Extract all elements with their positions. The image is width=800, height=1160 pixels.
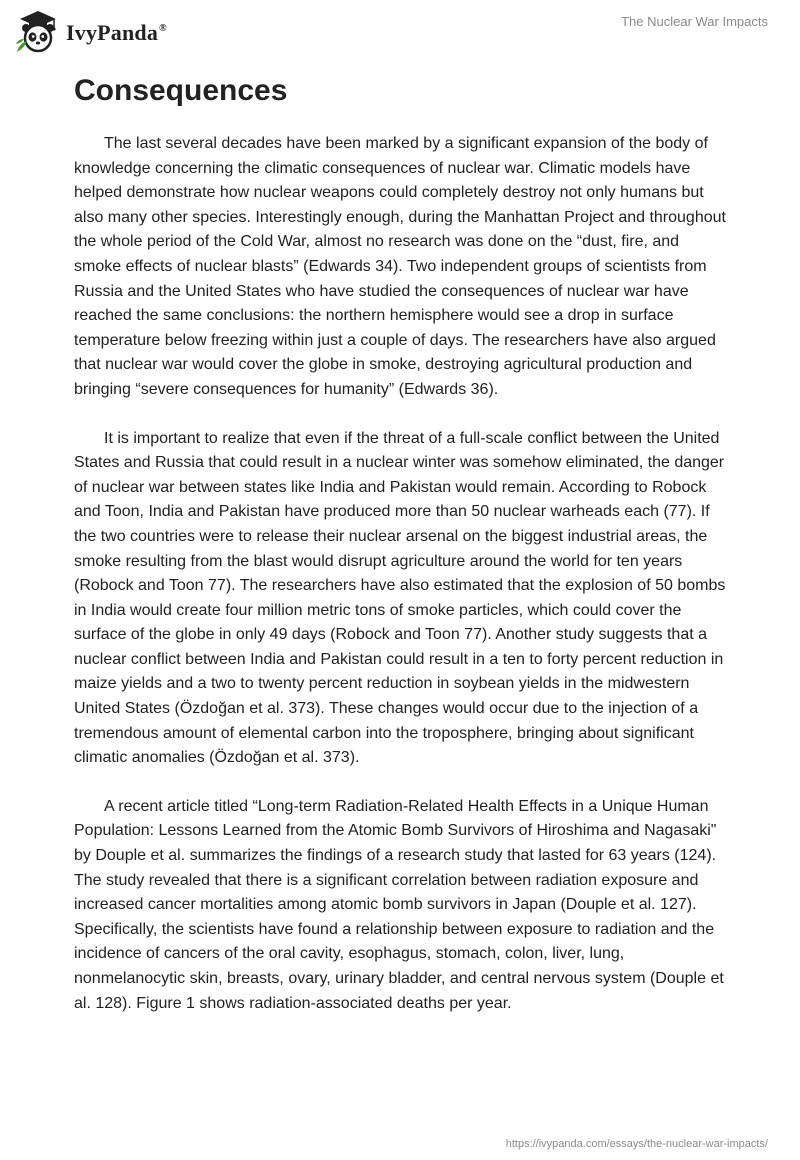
paragraph: The last several decades have been marked by a significant expansion of the body of knowledge concerning the climatic consequences of nuclear war. Climatic models have helped demonstrate how nuclear weapons could completely destroy not only humans but also many other species. Interestingly enough, during the Manhattan Project and throughout the whole period of the Cold War, almost no research was done on the “dust, fire, and smoke effects of nuclear blasts” (Edwards 34). Two independent groups of scientists from Russia and the United States who have studied the consequences of nuclear war have reached the same conclusions: the northern hemisphere would see a drop in surface temperature below freezing within just a couple of days. The researchers have also argued that nuclear war would cover the globe in smoke, destroying agricultural production and bringing “severe consequences for humanity” (Edwards 36). (74, 135, 726, 398)
brand-logo[interactable] (14, 8, 167, 54)
paragraph: A recent article titled “Long-term Radiation-Related Health Effects in a Unique Human Population: Lessons Learned from the Atomic Bomb Survivors of Hiroshima and Nagasaki" by Douple et al. summarizes the findings of a research study that lasted for 63 years (124). The study revealed that there is a significant correlation between radiation exposure and increased cancer mortalities among atomic bomb survivors in Japan (Douple et al. 127). Specifically, the scientists have found a relationship between exposure to radiation and the incidence of cancers of the oral cavity, esophagus, stomach, colon, liver, lung, nonmelanocytic skin, breasts, ovary, urinary bladder, and central nervous system (Douple et al. 128). Figure 1 shows radiation-associated deaths per year. (74, 797, 724, 1012)
paragraph: It is important to realize that even if the threat of a full-scale conflict between the United States and Russia that could result in a nuclear winter was somehow eliminated, the danger of nuclear war between states like India and Pakistan would remain. According to Robock and Toon, India and Pakistan have produced more than 50 nuclear warheads each (77). If the two countries were to release their nuclear arsenal on the biggest industrial areas, the smoke resulting from the blast would disrupt agriculture around the world for ten years (Robock and Toon 77). The researchers have also estimated that the explosion of 50 bombs in India would create four million metric tons of smoke particles, which could cover the surface of the globe in only 49 days (Robock and Toon 77). Another study suggests that a nuclear conflict between India and Pakistan could result in a ten to forty percent reduction in maize yields and a two to twenty percent reduction in soybean yields in the midwestern United States (Özdoğan et al. 373). These changes would occur due to the injection of a tremendous amount of elemental carbon into the troposphere, bringing about significant climatic anomalies (Özdoğan et al. 373). (74, 429, 726, 767)
brand-name: IvyPanda® (66, 20, 167, 45)
source-url[interactable]: https://ivypanda.com/essays/the-nuclear-war-impacts/ (505, 1138, 768, 1150)
panda-graduate-icon (14, 8, 62, 54)
section-heading: Consequences (74, 74, 288, 107)
essay-body (74, 132, 726, 1040)
essay-title: The Nuclear War Impacts (621, 14, 768, 29)
registered-mark: ® (159, 23, 167, 34)
